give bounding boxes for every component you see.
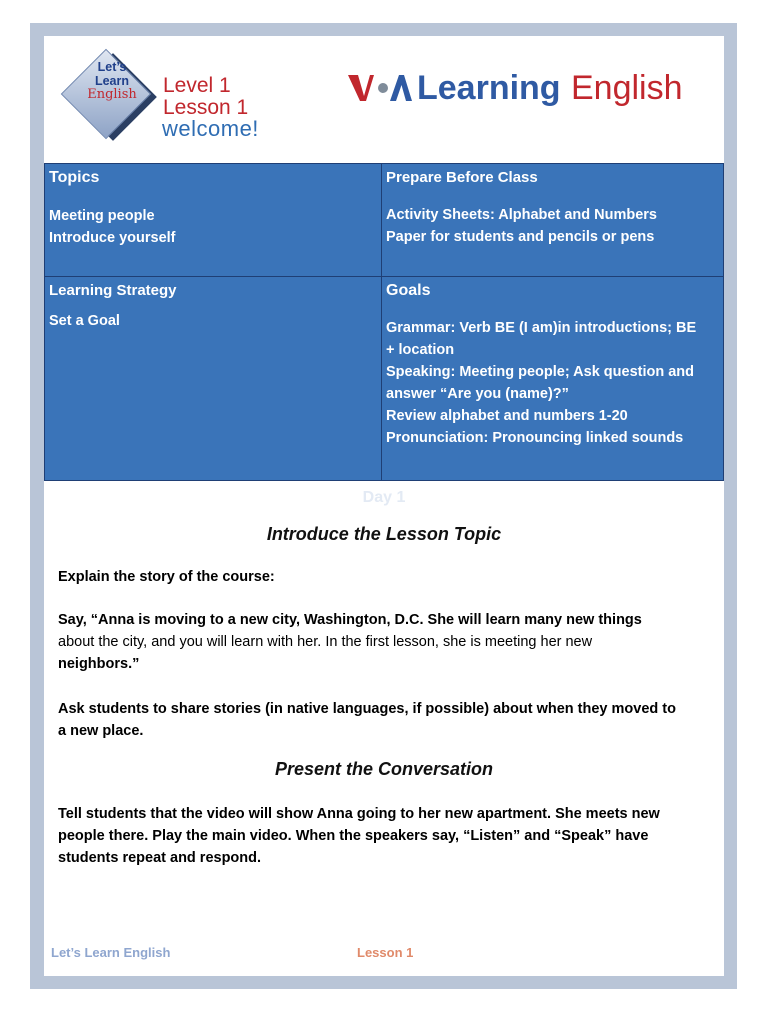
- level-label: Level 1: [163, 74, 231, 97]
- present-section-title: Present the Conversation: [274, 759, 494, 779]
- ask-paragraph: [58, 698, 722, 742]
- footer-lesson-label: Lesson 1: [357, 945, 414, 960]
- goals-title: Goals: [386, 282, 431, 299]
- prepare-line: Activity Sheets: Alphabet and Numbers: [386, 207, 657, 223]
- topics-line: Meeting people: [49, 208, 155, 224]
- explain-paragraph: [58, 566, 722, 588]
- brand-english: English: [571, 69, 683, 107]
- brand-learning: Learning: [417, 69, 561, 107]
- logo-text: [82, 60, 142, 102]
- topics-cell: [49, 168, 375, 249]
- ask-line: a new place.: [58, 723, 144, 739]
- tell-line: students repeat and respond.: [58, 850, 262, 866]
- tell-line: Tell students that the video will show Anna going to her new apartment. She meets new: [58, 806, 660, 822]
- day-heading: Day 1: [362, 489, 406, 506]
- logo-line-3: English: [87, 87, 137, 102]
- goals-line: Speaking: Meeting people; Ask question and: [386, 364, 695, 380]
- explain-text: Explain the story of the course:: [58, 569, 275, 585]
- strategy-cell: [49, 281, 375, 332]
- tell-paragraph: [58, 803, 722, 869]
- goals-line: Grammar: Verb BE (I am)in introductions; BE: [386, 320, 697, 336]
- table-divider-vertical: [381, 164, 382, 480]
- footer-series-label: Let’s Learn English: [51, 945, 171, 960]
- prepare-title: Prepare Before Class: [386, 169, 538, 186]
- goals-cell: [386, 281, 720, 449]
- welcome-label: welcome!: [162, 116, 259, 141]
- lesson-info-table: [44, 163, 724, 481]
- goals-line: Review alphabet and numbers 1-20: [386, 408, 628, 424]
- lesson-label: Lesson 1: [163, 96, 249, 119]
- prepare-line: Paper for students and pencils or pens: [386, 229, 655, 245]
- prepare-cell: [386, 168, 720, 248]
- say-line: neighbors.”: [58, 656, 140, 672]
- say-line: Say, “Anna is moving to a new city, Washington, D.C. She will learn many new things: [58, 612, 642, 628]
- topics-line: Introduce yourself: [49, 230, 176, 246]
- logo-line-2: Learn: [94, 74, 130, 88]
- goals-line: + location: [386, 342, 455, 358]
- topics-title: Topics: [49, 169, 100, 186]
- goals-line: Pronunciation: Pronouncing linked sounds: [386, 430, 684, 446]
- goals-line: answer “Are you (name)?”: [386, 386, 569, 402]
- strategy-line: Set a Goal: [49, 313, 120, 329]
- intro-section-title: Introduce the Lesson Topic: [266, 524, 502, 544]
- strategy-title: Learning Strategy: [49, 282, 177, 299]
- logo-line-1: Let’s: [97, 60, 127, 74]
- voa-logo-icon: [346, 70, 412, 106]
- tell-line: people there. Play the main video. When the speakers say, “Listen” and “Speak” have: [58, 828, 649, 844]
- say-line: about the city, and you will learn with her. In the first lesson, she is meeting her new: [58, 634, 593, 650]
- ask-line: Ask students to share stories (in native languages, if possible) about when they moved to: [58, 701, 676, 717]
- say-paragraph: [58, 609, 722, 675]
- table-divider-horizontal: [45, 276, 723, 277]
